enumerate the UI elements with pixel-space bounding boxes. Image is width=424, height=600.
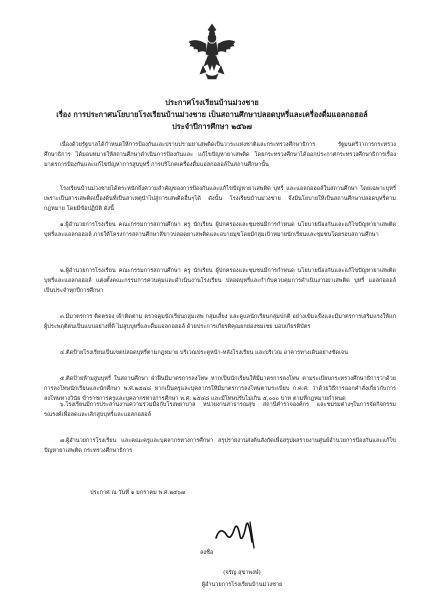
signatory-position: ผู้อำนวยการโรงเรียนบ้านม่วงชาย	[201, 582, 283, 588]
signatory-name: (จรัญ สุขาพงษ์)	[223, 570, 261, 576]
handwritten-signature	[210, 512, 268, 552]
policy-item-4: ๔.ติดป้ายโรงเรียนเป็นเขตปลอดบุหรี่ตามกฎหมาย บริเวณประตูหน้า-หลังโรงเรียน และบริเวณ อาคารทางเดินอย่างชัดเจน	[60, 350, 348, 356]
policy-item-6: ๖.โรงเรียนมีการประสานงานความร่วมมือกับโรงพยาบาล หน่วยงานสาธารณสุข สถานีตำรวจองค์กร และชมรมต่างๆในการจัดกิจกรรมรณรงค์เพื่อลดและเลิกสูบบุหรี่และแอลกอฮอล์	[44, 402, 396, 419]
policy-item-2: ๒.ผู้อำนวยการโรงเรียน คณะกรรมการสถานศึกษา ครู นักเรียน ผู้ปกครองและชุมชนมีการกำหนด นโยบายป้องกันและแก้ไขปัญหายาเสพติด บุหรี่และแอลกอฮอล์ แต่งตั้งคณะกรรมการควบคุมและดำเนินงานโรงเรียน ปลอดบุหรี่และกำกับควบคุมการดำเนินงานยาเสพติด บุหรี่ แอลกอฮอล์ เป็นประจำทุกปีการศึกษา	[44, 268, 396, 295]
policy-item-3: ๓.มีมาตรการ ติดตรอง เฝ้าติดตาม ตรวจคุมนักเรียนกลุ่มเสพ กลุ่มเสี่ยง และดูแลนักเรียนกลุ่มปกติ อย่างเข้มแข็งและมีมาตรการเสริมแรงให้แก่ผู้ประพฤติตนเป็นแบบอย่างที่ดี ไม่สูบบุหรี่และดื่มแอลกอฮอล์ ด้วยประการเกียรติคุณยกย่องชมเชย มอบเกียรติบัตร	[44, 314, 396, 331]
signature-label: ลงชื่อ	[200, 550, 214, 556]
announcement-org: ประกาศโรงเรียนบ้านม่วงชาย	[165, 98, 259, 107]
garuda-emblem-icon	[186, 22, 238, 80]
announcement-date: ประกาศ ณ วันที่ ๑ มกราคม พ.ศ.๒๕๖๗	[90, 490, 186, 496]
body-paragraph-policy: โรงเรียนบ้านม่วงชายได้ตระหนักถึงความสำคัญของการป้องกันและแก้ไขปัญหายาเสพติด บุหรี่ และแอลกอฮอล์ในสถานศึกษา โดยเฉพาะบุหรี่ เพราะเป็นสารเสพติดเบื้องต้นที่เป็นสาเหตุนำไปสู่การเสพติดอื่นๆได้ ดังนั้น โรงเรียนบ้านม่วงชาย จึงมีนโยบายให้เป็นสถานศึกษาปลอดบุหรี่ตามกฎหมาย โดยมีข้อปฏิบัติ ดังนี้	[44, 186, 396, 213]
announcement-subject: เรื่อง การประกาศนโยบายโรงเรียนบ้านม่วงชาย เป็นสถานศึกษาปลอดบุหรี่และเครื่องดื่มแอลกอฮอล์	[56, 110, 368, 119]
announcement-year: ประจำปีการศึกษา ๒๕๖๗	[172, 122, 252, 131]
policy-item-7: ๗.ผู้อำนวยการโรงเรียน และคณะครูและบุคลากรทางการศึกษา สรุปรายงานส่งต้นสังกัดเพื่อสรุปผลรายงานศูนย์อำนวยการป้องกันและแก้ไขปัญหายาเสพติด กระทรวงศึกษาธิการ	[44, 438, 396, 455]
policy-item-1: ๑.ผู้อำนวยการโรงเรียน คณะกรรมการสถานศึกษา ครู นักเรียน ผู้ปกครองและชุมชนมีการกำหนด นโยบายป้องกันและแก้ไขปัญหายาเสพติด บุหรี่และแอลกอฮอล์ ภายใต้โครงการสถานศึกษาสีขาวปลอดยาเสพติดและอบายมุขโดยมีกลุ่มเป้าหมายนักเรียนและชุมชนโดยรอบสถานศึกษา	[44, 222, 396, 239]
body-paragraph-intro: เนื่องด้วยรัฐบาลได้กำหนดให้การป้องกันและปราบปรามยาเสพติดเป็นวาระแห่งชาติและกระทรวงศึกษาธิการ รัฐมนตรีว่าการกระทรวงศึกษาธิการ ได้มอบหมายให้สถานศึกษาดำเนินการป้องกันและ แก้ไขปัญหายาเสพติด โดยกระทรวงศึกษาได้ออกประกาศกระทรวงศึกษาธิการเรื่องมาตรการป้องกันและแก้ไขปัญหาการสูบบุหรี่ การบริโภคเครื่องดื่มแอลกอฮอล์ในสถานศึกษานั้น	[44, 142, 396, 169]
policy-item-5: ๕.ติดป้ายห้ามสูบบุหรี่ ในสถานศึกษา ฝ่าฝืนมีมาตรการลงโทษ หากเป็นนักเรียนให้มีมาตรการลงโทษ ตามระเบียบกระทรวงศึกษาธิการว่าด้วยการลงโทษนักเรียนและนักศึกษา พ.ศ.๒๕๔๘ หากเป็นครูและบุคลากรให้มีมาตรการลงโทษตามระเบียบ ก.ค.ศ. ว่าด้วยวิธีการออกคำสั่งเกี่ยวกับการลงโทษทางวินัย ข้าราชการครูและบุคลากรทางการศึกษา พ.ศ. ๒๕๔๘ และมีโทษปรับไม่เกิน ๕,๐๐๐ บาท ตามที่กฎหมายกำหนด	[44, 376, 396, 403]
